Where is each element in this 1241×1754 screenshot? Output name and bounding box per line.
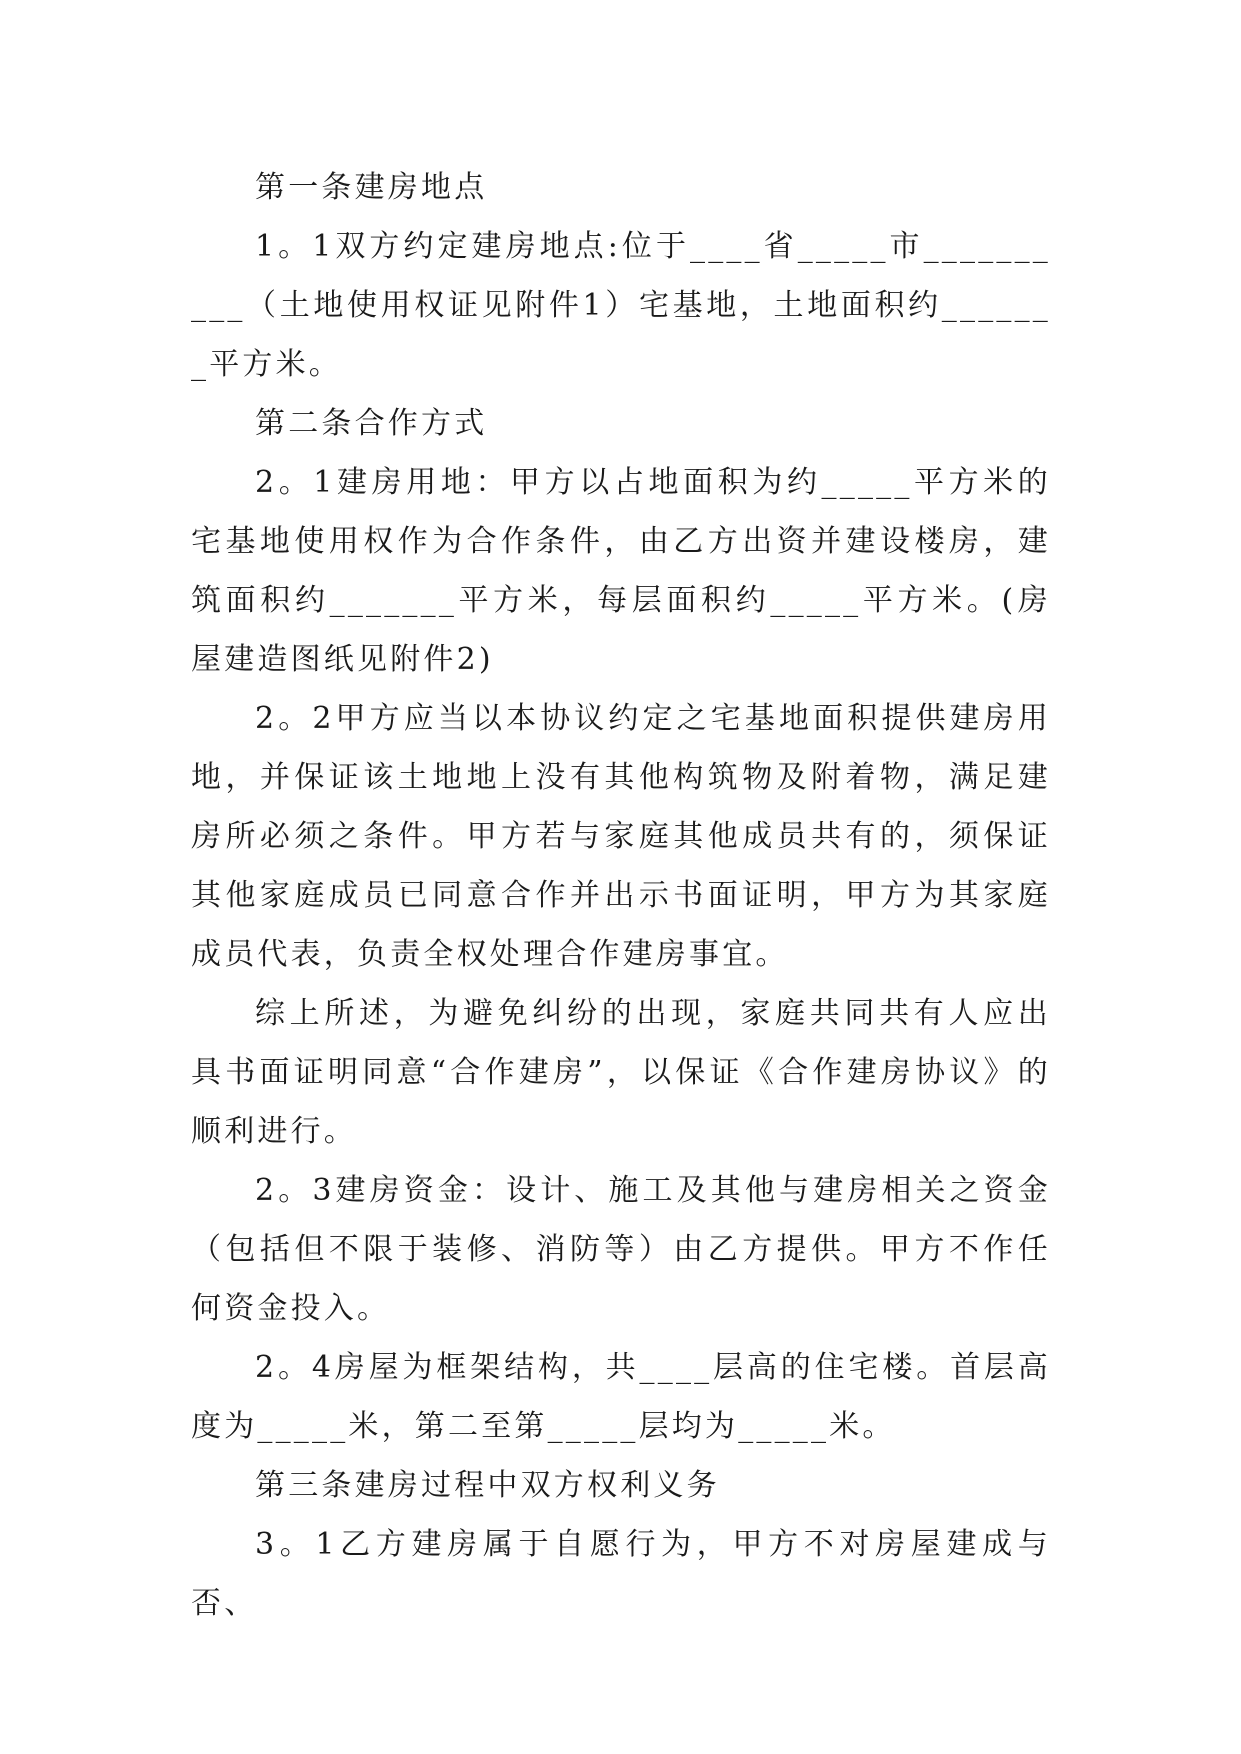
clause-1-1: 1。1双方约定建房地点:位于____省_____市__________（土地使用权证见附件1）宅基地，土地面积约_______平方米。 [191, 229, 1051, 382]
clause-2-4: 2。4房屋为框架结构，共____层高的住宅楼。首层高度为_____米，第二至第_____层均为_____米。 [191, 1350, 1051, 1444]
article-2-heading: 第二条合作方式 [255, 406, 488, 441]
clause-2-3: 2。3建房资金：设计、施工及其他与建房相关之资金（包括但不限于装修、消防等）由乙方提供。甲方不作任何资金投入。 [191, 1173, 1051, 1326]
article-3-heading: 第三条建房过程中双方权利义务 [255, 1468, 720, 1503]
clause-2-2: 2。2甲方应当以本协议约定之宅基地面积提供建房用地，并保证该土地地上没有其他构筑物及附着物，满足建房所必须之条件。甲方若与家庭其他成员共有的，须保证其他家庭成员已同意合作并出示书面证明，甲方为其家庭成员代表，负责全权处理合作建房事宜。 [191, 701, 1051, 972]
article-1-heading: 第一条建房地点 [255, 170, 488, 205]
clause-3-1: 3。1乙方建房属于自愿行为，甲方不对房屋建成与否、 [191, 1527, 1051, 1621]
summary-paragraph: 综上所述，为避免纠纷的出现，家庭共同共有人应出具书面证明同意“合作建房”，以保证《合作建房协议》的顺利进行。 [191, 996, 1051, 1149]
clause-2-1: 2。1建房用地：甲方以占地面积为约_____平方米的宅基地使用权作为合作条件，由乙方出资并建设楼房，建筑面积约_______平方米，每层面积约_____平方米。(房屋建造图纸见附件2) [191, 465, 1051, 677]
document-body [191, 158, 1051, 1633]
